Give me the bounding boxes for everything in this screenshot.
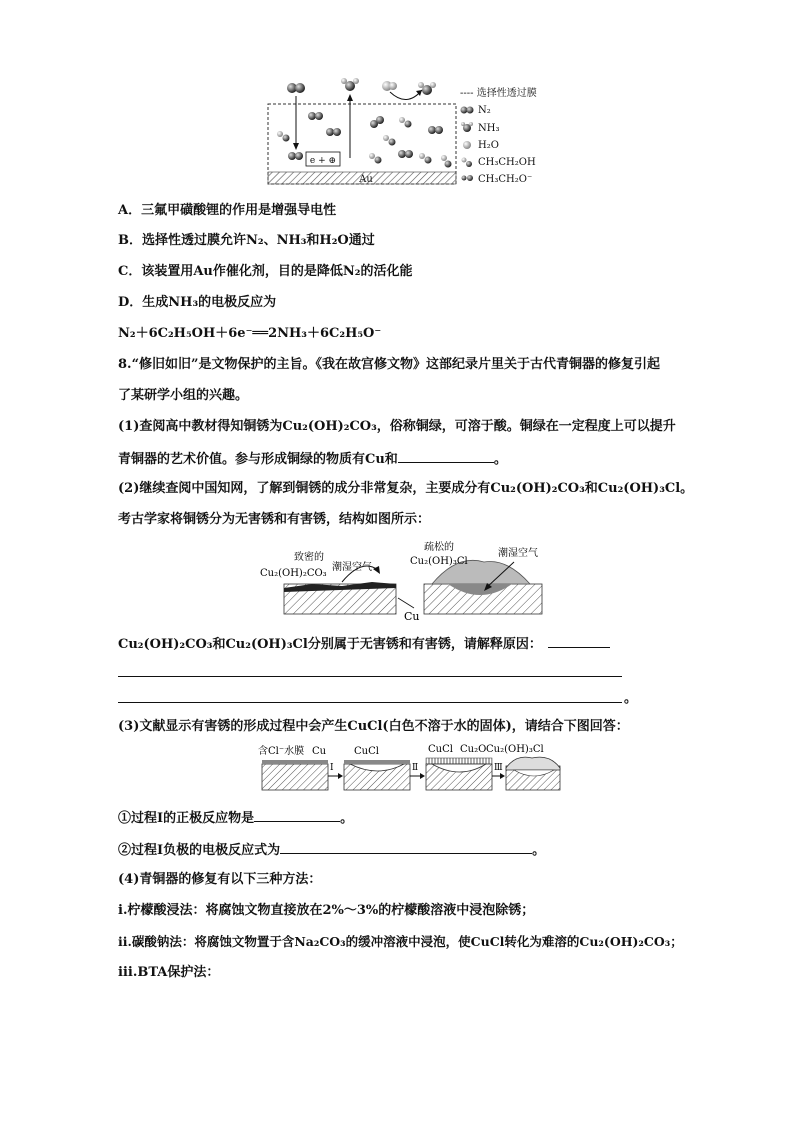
legend-nh3: NH₃: [478, 123, 500, 134]
label-cucl: CuCl: [354, 746, 379, 757]
electrode-label: Au: [359, 174, 373, 185]
label-cu: Cu: [312, 746, 327, 757]
option-d-equation: N₂＋6C₂H₅OH＋6e⁻══2NH₃＋6C₂H₅O⁻: [118, 326, 382, 341]
left-air: 潮湿空气: [332, 562, 372, 573]
q8-part2-question-text: Cu₂(OH)₂CO₃和Cu₂(OH)₃Cl分别属于无害锈和有害锈，请解释原因：: [118, 637, 542, 652]
step-1: Ⅰ: [330, 763, 334, 773]
legend-ch3ch2o-icon: [462, 175, 474, 181]
q8-part2-line2: 考古学家将铜锈分为无害锈和有害锈，结构如图所示：: [118, 512, 431, 527]
figure-harmful-rust-process: [254, 740, 564, 796]
period: 。: [624, 691, 638, 706]
period: 。: [340, 811, 354, 826]
molecule-cluster: [277, 112, 452, 168]
q8-part1-text: 青铜器的艺术价值。参与形成铜绿的物质有Cu和: [118, 452, 398, 467]
stage-3-product: [506, 757, 560, 770]
h2o-molecule: [382, 81, 397, 91]
label-film: 含Cl⁻水膜: [258, 746, 305, 757]
legend-nh3-icon: [461, 122, 473, 132]
period: 。: [532, 843, 546, 858]
step-2: Ⅱ: [412, 763, 419, 773]
left-label-2: Cu₂(OH)₂CO₃: [260, 568, 327, 579]
legend-h2o: H₂O: [478, 140, 499, 151]
label-cucl-2: CuCl: [428, 744, 453, 755]
step-3: Ⅲ: [494, 763, 503, 773]
n2-molecule: [287, 83, 305, 93]
legend-membrane: ---- 选择性透过膜: [460, 88, 537, 99]
label-product: Cu₂(OH)₃Cl: [486, 744, 544, 755]
arrow-head-icon: [338, 773, 343, 779]
electron-label: e + ⊕: [309, 156, 337, 166]
answer-line-2a[interactable]: [118, 676, 622, 677]
legend-ch3ch2oh-icon: [462, 158, 473, 168]
option-d: D．生成NH₃的电极反应为: [118, 295, 277, 310]
label-cu2o: Cu₂O: [460, 744, 487, 755]
stage-0-substrate: [262, 764, 328, 790]
legend-n2: N₂: [478, 105, 491, 116]
figure-nh3-device: [262, 76, 562, 188]
right-air: 潮湿空气: [498, 548, 538, 559]
q8-part2-line1: (2)继续查阅中国知网，了解到铜锈的成分非常复杂，主要成分有Cu₂(OH)₂CO₃和Cu₂(OH)₃Cl。: [118, 481, 694, 496]
q8-part3-line: (3)文献显示有害锈的形成过程中会产生CuCl(白色不溶于水的固体)，请结合下图回答：: [118, 719, 629, 734]
q8-part4-line: (4)青铜器的修复有以下三种方法：: [118, 872, 322, 887]
cu-pointer: [398, 598, 414, 608]
q8-stem-line2: 了某研学小组的兴趣。: [118, 388, 249, 403]
legend-h2o-icon: [463, 141, 471, 149]
option-a: A．三氟甲磺酸锂的作用是增强导电性: [118, 203, 337, 218]
arrow-head-icon: [500, 773, 505, 779]
q8-part3-q1: [118, 808, 353, 828]
q8-part2-question: [118, 634, 610, 654]
stage-0-film: [262, 760, 328, 764]
right-label-2: Cu₂(OH)₃Cl: [410, 556, 468, 567]
answer-blank-1[interactable]: [398, 449, 494, 463]
cu-label: Cu: [404, 610, 420, 623]
option-c: C．该装置用Au作催化剂，目的是降低N₂的活化能: [118, 264, 413, 279]
nh3-molecule: [341, 78, 359, 91]
answer-line-2b[interactable]: [118, 702, 622, 703]
answer-blank-2[interactable]: [548, 634, 610, 648]
legend-ch3ch2oh: CH₃CH₂OH: [478, 157, 536, 168]
q8-part4-method-i: ⅰ.柠檬酸浸法：将腐蚀文物直接放在2%～3%的柠檬酸溶液中浸泡除锈；: [118, 903, 535, 918]
q8-part3-q2: [118, 840, 545, 860]
q8-part3-q1-text: ①过程Ⅰ的正极反应物是: [118, 811, 255, 826]
left-label-1: 致密的: [294, 552, 324, 563]
legend-n2-icon: [461, 107, 474, 114]
answer-blank-3[interactable]: [254, 808, 340, 822]
period: 。: [493, 452, 507, 467]
arrow-head-icon: [420, 773, 425, 779]
q8-part4-method-ii: ⅱ.碳酸钠法：将腐蚀文物置于含Na₂CO₃的缓冲溶液中浸泡，使CuCl转化为难溶的Cu₂(OH)₂CO₃；: [118, 934, 683, 949]
right-label-1: 疏松的: [424, 542, 454, 553]
arrow-head-icon: [293, 143, 299, 150]
legend-ch3ch2o: CH₃CH₂O⁻: [478, 174, 533, 185]
q8-part3-q2-text: ②过程Ⅰ负极的电极反应式为: [118, 843, 281, 858]
answer-blank-4[interactable]: [280, 840, 532, 854]
stage-2-cu2o: [426, 758, 492, 764]
q8-part1-line1: (1)查阅高中教材得知铜锈为Cu₂(OH)₂CO₃，俗称铜绿，可溶于酸。铜绿在一定程度上可以提升: [118, 419, 676, 434]
stage-1-film: [344, 760, 410, 764]
figure-rust-structure: [252, 536, 552, 626]
arrow-head-icon: [347, 94, 353, 101]
q8-part4-method-iii: ⅲ.BTA保护法：: [118, 965, 220, 980]
option-b: B．选择性透过膜允许N₂、NH₃和H₂O通过: [118, 233, 375, 248]
q8-part1-line2: [118, 449, 507, 469]
q8-stem-line1: 8.“修旧如旧”是文物保护的主旨。《我在故宫修文物》这部纪录片里关于古代青铜器的修复引起: [118, 357, 661, 372]
